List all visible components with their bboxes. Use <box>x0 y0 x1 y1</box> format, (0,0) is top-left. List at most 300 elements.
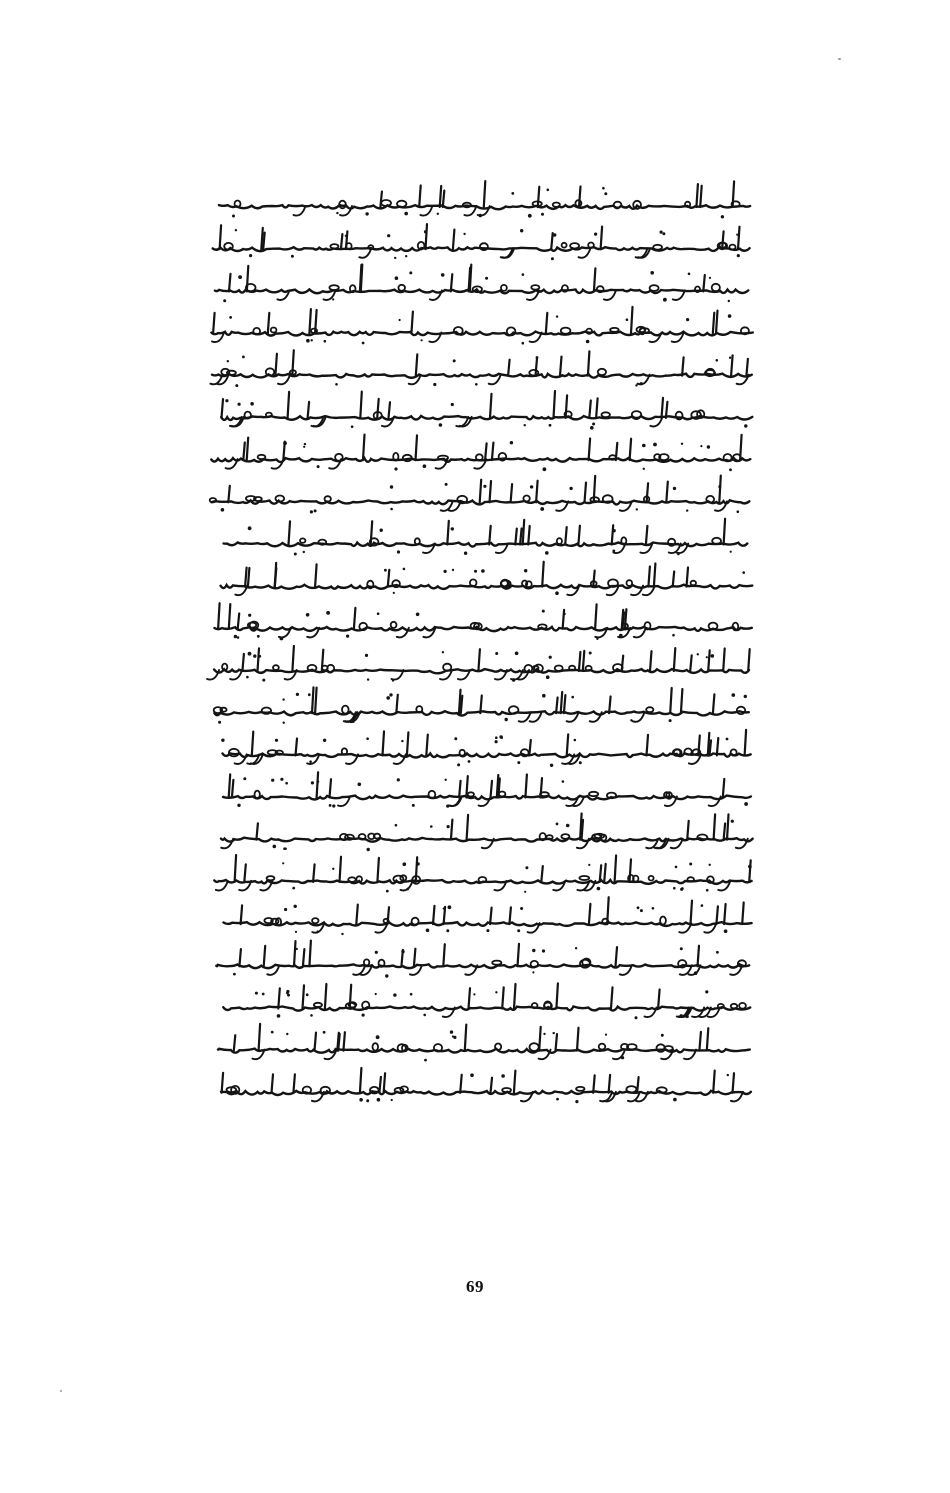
script-dot <box>520 229 523 232</box>
script-dot <box>530 485 533 488</box>
script-dot <box>283 722 285 724</box>
script-dot <box>637 906 640 909</box>
script-dot <box>273 845 277 849</box>
script-loop <box>266 413 272 417</box>
script-stroke <box>489 526 491 545</box>
script-baseline <box>221 1091 751 1095</box>
script-dot <box>473 993 475 995</box>
script-dot <box>732 693 736 697</box>
script-dot <box>524 424 526 426</box>
script-dot <box>237 804 240 807</box>
script-dot <box>463 233 465 235</box>
script-stroke <box>511 484 512 502</box>
script-dot <box>677 553 680 556</box>
script-stroke <box>746 359 748 376</box>
manuscript-text-block <box>205 178 760 1106</box>
script-dot <box>744 802 748 806</box>
script-loop <box>267 876 275 880</box>
script-dot <box>673 1098 677 1102</box>
script-dot <box>234 635 237 638</box>
manuscript-line <box>207 646 750 682</box>
script-stroke <box>538 187 540 207</box>
script-stroke <box>579 652 581 671</box>
script-baseline <box>211 332 752 336</box>
script-dot <box>271 779 274 782</box>
script-loop <box>650 285 659 291</box>
script-dot <box>243 777 246 780</box>
script-dot <box>660 231 663 234</box>
script-dot <box>295 931 297 933</box>
script-dot <box>303 446 305 448</box>
script-dot <box>303 551 305 553</box>
script-dot <box>283 441 287 445</box>
script-stroke <box>733 1073 735 1093</box>
script-stroke <box>646 526 648 545</box>
script-stroke <box>383 731 385 755</box>
script-stroke <box>681 689 683 713</box>
script-dot <box>336 212 338 214</box>
script-stroke <box>594 476 596 502</box>
script-stroke <box>484 181 486 207</box>
script-loop <box>657 1087 667 1093</box>
script-dot <box>441 273 445 277</box>
script-dot <box>592 423 595 426</box>
script-loop <box>614 202 622 208</box>
script-stroke <box>588 351 590 375</box>
script-dot <box>341 933 343 935</box>
script-dot <box>675 866 678 869</box>
script-dot <box>661 1034 664 1037</box>
script-loop <box>532 1003 538 1008</box>
script-stroke <box>238 614 240 629</box>
script-dot <box>248 614 251 617</box>
script-dot <box>579 761 582 764</box>
manuscript-line <box>221 814 753 852</box>
script-stroke <box>638 248 650 258</box>
script-dot <box>296 693 299 696</box>
script-stroke <box>312 687 314 713</box>
script-dot <box>346 635 349 638</box>
script-loop <box>501 285 507 291</box>
script-stroke <box>708 650 710 671</box>
script-dot <box>409 271 412 274</box>
script-dot <box>673 487 676 490</box>
script-dot <box>525 866 528 869</box>
script-stroke <box>556 983 558 1008</box>
manuscript-line <box>221 562 753 596</box>
script-dot <box>501 737 503 739</box>
script-stroke <box>518 944 520 967</box>
script-loop <box>318 540 326 545</box>
script-dot <box>227 360 229 362</box>
script-dot <box>451 403 454 406</box>
script-dot <box>403 568 406 571</box>
script-stroke <box>514 1071 516 1093</box>
script-dot <box>433 383 436 386</box>
script-dot <box>574 739 577 742</box>
script-baseline <box>214 711 748 715</box>
script-stroke <box>556 1034 558 1051</box>
script-stroke <box>560 357 562 376</box>
script-dot <box>495 991 497 993</box>
script-stroke <box>244 864 246 882</box>
script-stroke <box>239 949 241 966</box>
script-baseline <box>224 922 752 926</box>
script-dot <box>586 340 590 344</box>
script-stroke <box>229 604 231 629</box>
script-stroke <box>491 1078 493 1093</box>
script-stroke <box>294 941 296 966</box>
script-stroke <box>360 1068 362 1093</box>
script-dot <box>672 634 675 637</box>
script-loop <box>258 455 266 459</box>
script-loop <box>557 538 562 544</box>
script-dot <box>393 993 396 996</box>
script-stroke <box>589 439 591 461</box>
script-loop <box>632 411 641 418</box>
script-dot <box>385 974 388 977</box>
script-stroke <box>252 732 254 756</box>
script-loop <box>325 496 331 501</box>
script-stroke <box>525 775 527 798</box>
script-dot <box>556 1098 559 1101</box>
script-stroke <box>561 692 563 713</box>
script-stroke <box>698 946 700 967</box>
manuscript-line <box>215 603 752 640</box>
script-dot <box>377 1098 381 1102</box>
script-stroke <box>340 857 342 882</box>
script-dot <box>423 464 427 468</box>
script-dot <box>635 1016 638 1019</box>
script-stroke <box>637 1077 639 1093</box>
script-loop <box>599 1044 606 1050</box>
script-dot <box>233 973 236 976</box>
script-stroke <box>411 312 413 334</box>
script-dot <box>709 864 711 866</box>
script-dot <box>549 424 552 427</box>
script-stroke <box>259 1024 261 1051</box>
script-stroke <box>490 394 492 418</box>
manuscript-line <box>215 265 748 303</box>
script-dot <box>563 613 565 615</box>
script-stroke <box>478 649 480 671</box>
script-dot <box>716 359 719 362</box>
manuscript-line <box>211 307 752 345</box>
script-stroke <box>243 443 245 461</box>
script-dot <box>365 654 368 657</box>
script-dot <box>706 656 708 658</box>
script-stroke <box>687 568 689 587</box>
script-stroke <box>288 392 290 418</box>
script-dot <box>701 904 704 907</box>
script-dot <box>323 1031 326 1034</box>
manuscript-line <box>224 897 752 935</box>
script-dot <box>317 930 319 932</box>
script-dot <box>454 737 457 740</box>
script-stroke <box>577 1028 579 1051</box>
script-dot <box>275 739 278 742</box>
script-dot <box>511 192 514 195</box>
script-stroke <box>742 903 744 925</box>
script-stroke <box>604 864 606 882</box>
script-dot <box>486 929 489 932</box>
script-stroke <box>714 814 716 839</box>
script-dot <box>332 298 334 300</box>
script-loop <box>739 1003 746 1009</box>
manuscript-line <box>223 983 750 1019</box>
script-stroke <box>371 521 373 544</box>
script-stroke <box>625 609 627 629</box>
script-dot <box>314 509 317 512</box>
script-dot <box>566 824 570 828</box>
script-dot <box>596 638 598 640</box>
script-dot <box>426 929 430 933</box>
script-loop <box>300 538 305 542</box>
script-loop <box>598 369 606 375</box>
script-stroke <box>275 354 277 376</box>
script-dot <box>430 825 433 828</box>
script-dot <box>652 907 655 910</box>
script-stroke <box>354 608 356 629</box>
script-loop <box>555 666 563 671</box>
script-dot <box>602 187 605 190</box>
script-loop <box>586 329 592 334</box>
script-stroke <box>293 1074 295 1092</box>
script-stroke <box>242 654 244 671</box>
script-dot <box>394 467 397 470</box>
script-stroke <box>593 571 595 587</box>
script-dot <box>246 676 249 679</box>
script-stroke <box>612 525 614 544</box>
script-dot <box>726 738 729 741</box>
script-loop <box>653 245 662 250</box>
script-stroke <box>699 1032 701 1051</box>
script-dot <box>242 356 245 359</box>
script-loop <box>649 876 654 881</box>
script-stroke <box>241 905 243 924</box>
script-stroke <box>467 815 469 840</box>
script-baseline <box>221 838 753 842</box>
script-loop <box>633 876 638 882</box>
script-stroke <box>717 738 719 755</box>
script-stroke <box>554 391 556 418</box>
script-dot <box>742 571 745 574</box>
script-loop <box>553 203 560 207</box>
script-dot <box>457 763 460 766</box>
script-stroke <box>567 734 569 755</box>
script-stroke <box>490 481 492 502</box>
script-stroke <box>303 985 305 1008</box>
script-stroke <box>213 313 215 334</box>
script-loop <box>685 202 690 207</box>
script-stroke <box>615 856 617 882</box>
script-stroke <box>536 481 538 503</box>
script-dot <box>317 465 320 468</box>
script-dot <box>406 888 409 891</box>
script-stroke <box>723 779 725 798</box>
script-stroke <box>508 360 510 376</box>
script-loop <box>359 834 366 839</box>
script-loop <box>273 665 279 670</box>
script-dot <box>294 553 297 556</box>
script-dot <box>589 652 592 655</box>
script-dot <box>556 315 558 317</box>
script-dot <box>640 909 643 912</box>
scan-speck <box>60 1390 62 1392</box>
script-stroke <box>416 435 418 460</box>
script-dot <box>542 694 546 698</box>
script-loop <box>602 412 610 417</box>
script-dot <box>410 993 413 996</box>
script-stroke <box>341 234 343 249</box>
script-stroke <box>710 740 712 755</box>
script-dot <box>308 693 311 696</box>
script-stroke <box>723 649 725 672</box>
script-dot <box>232 215 235 218</box>
script-dot <box>286 990 289 993</box>
script-stroke <box>564 695 566 713</box>
script-stroke <box>492 443 494 461</box>
script-loop <box>597 286 604 292</box>
script-stroke <box>459 781 461 798</box>
script-stroke <box>218 603 220 629</box>
script-dot <box>257 635 260 638</box>
script-stroke <box>600 865 602 882</box>
script-dot <box>235 384 238 387</box>
script-stroke <box>682 357 684 375</box>
script-dot <box>218 721 221 724</box>
script-stroke <box>563 610 565 629</box>
script-loop <box>610 328 619 332</box>
script-dot <box>522 342 525 345</box>
script-dot <box>737 510 740 513</box>
script-stroke <box>583 651 585 671</box>
script-dot <box>700 445 702 447</box>
script-stroke <box>700 186 702 207</box>
script-dot <box>447 825 450 828</box>
script-loop <box>546 835 552 839</box>
script-loop <box>412 918 419 925</box>
script-stroke <box>502 987 504 1008</box>
script-stroke <box>313 864 315 882</box>
script-dot <box>517 929 520 932</box>
script-dot <box>326 611 330 615</box>
script-dot <box>389 693 392 696</box>
script-stroke <box>609 697 611 714</box>
script-stroke <box>264 946 266 966</box>
script-loop <box>731 1004 737 1009</box>
script-dot <box>707 445 710 448</box>
script-dot <box>662 232 665 235</box>
script-dot <box>689 863 692 866</box>
scan-speck <box>838 58 841 60</box>
script-dot <box>605 1034 607 1036</box>
script-dot <box>395 824 398 827</box>
script-dot <box>310 510 313 513</box>
script-stroke <box>222 1073 224 1093</box>
script-dot <box>512 678 516 682</box>
script-dot <box>285 782 288 785</box>
script-stroke <box>315 688 317 714</box>
script-stroke <box>308 402 310 418</box>
script-dot <box>306 613 310 617</box>
script-stroke <box>616 947 618 966</box>
script-dot <box>553 1032 555 1034</box>
script-stroke <box>654 564 656 587</box>
script-dot <box>697 653 699 655</box>
script-dot <box>362 1014 365 1017</box>
script-loop <box>576 1087 584 1091</box>
script-stroke <box>461 696 463 714</box>
script-stroke <box>222 399 224 418</box>
script-dot <box>532 971 534 973</box>
script-stroke <box>416 857 418 882</box>
script-dot <box>412 804 415 807</box>
script-stroke <box>245 568 247 587</box>
script-stroke <box>407 732 409 755</box>
script-dot <box>636 508 638 510</box>
script-dot <box>680 1014 683 1017</box>
script-dot <box>362 342 365 345</box>
script-dot <box>296 948 298 950</box>
script-dot <box>282 862 284 864</box>
script-loop <box>561 834 569 839</box>
script-stroke <box>749 860 751 882</box>
script-dot <box>229 316 232 319</box>
script-loop <box>729 245 735 250</box>
script-dot <box>280 637 284 641</box>
script-dot <box>380 529 383 532</box>
script-stroke <box>691 901 693 925</box>
script-stroke <box>234 1035 236 1050</box>
script-stroke <box>609 1075 611 1093</box>
script-dot <box>283 847 286 850</box>
script-stroke <box>666 482 668 503</box>
script-stroke <box>258 648 260 671</box>
script-dot <box>238 403 241 406</box>
script-dot <box>424 1059 427 1062</box>
script-dot <box>399 319 401 321</box>
script-dot <box>705 990 708 993</box>
script-dot <box>238 275 242 279</box>
script-dot <box>395 276 399 280</box>
script-dot <box>452 569 454 571</box>
script-loop <box>468 792 474 796</box>
script-dot <box>501 1074 505 1078</box>
script-dot <box>721 215 724 218</box>
script-stroke <box>480 480 482 503</box>
script-dot <box>540 507 544 511</box>
script-dot <box>546 675 550 679</box>
script-stroke <box>658 990 660 1009</box>
script-loop <box>312 918 318 923</box>
script-stroke <box>388 570 390 587</box>
script-dot <box>640 382 643 385</box>
script-dot <box>736 234 738 236</box>
script-loop <box>531 285 539 290</box>
script-stroke <box>490 908 492 925</box>
script-dot <box>542 610 545 613</box>
script-stroke <box>690 655 692 671</box>
manuscript-line <box>223 772 751 808</box>
script-dot <box>536 356 539 359</box>
script-stroke <box>666 402 668 418</box>
script-stroke <box>426 224 428 249</box>
script-dot <box>650 271 654 275</box>
script-stroke <box>414 949 416 967</box>
script-loop <box>579 876 589 880</box>
script-stroke <box>275 568 277 587</box>
